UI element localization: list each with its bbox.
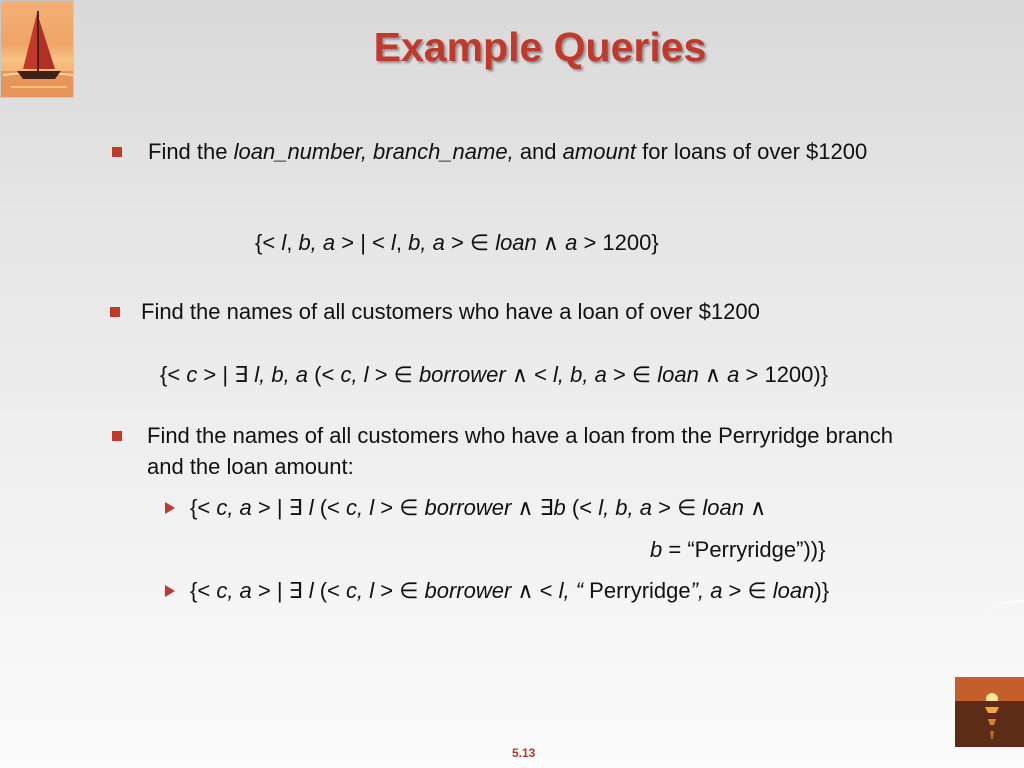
query-3-formula-1: {< c, a > | ∃ l (< c, l > ∈ borrower ∧ ∃b (< l, b, a > ∈ loan ∧: [190, 495, 767, 520]
slide-number: 5.13: [512, 746, 536, 760]
query-3-description-line-2: and the loan amount:: [147, 454, 354, 479]
amount-attribute: amount: [562, 139, 637, 164]
sub-bullet-marker: [165, 502, 175, 514]
slide-title: Example Queries: [373, 24, 707, 70]
query-2-description: Find the names of all customers who have a loan of over $1200: [141, 299, 760, 324]
bullet-marker: [112, 431, 122, 441]
sunset-image: [955, 677, 1024, 747]
query-3-description-line-1: Find the names of all customers who have a loan from the Perryridge branch: [147, 423, 893, 448]
query-3-formula-2: {< c, a > | ∃ l (< c, l > ∈ borrower ∧ < l, “ Perryridge”, a > ∈ loan)}: [190, 578, 830, 603]
query-1-formula: {< l, b, a > | < l, b, a > ∈ loan ∧ a > 1200}: [255, 230, 659, 255]
loan-attributes: loan_number, branch_name,: [233, 139, 514, 164]
query-2-formula: {< c > | ∃ l, b, a (< c, l > ∈ borrower ∧ < l, b, a > ∈ loan ∧ a > 1200)}: [160, 362, 829, 387]
sub-bullet-marker: [165, 585, 175, 597]
decorative-curve: [990, 600, 1024, 632]
bullet-marker: [112, 147, 122, 157]
query-3-formula-1-continuation: b = “Perryridge”))}: [650, 537, 826, 562]
bullet-marker: [110, 307, 120, 317]
query-1-description: Find the loan_number, branch_name, and amount for loans of over $1200: [148, 139, 868, 164]
